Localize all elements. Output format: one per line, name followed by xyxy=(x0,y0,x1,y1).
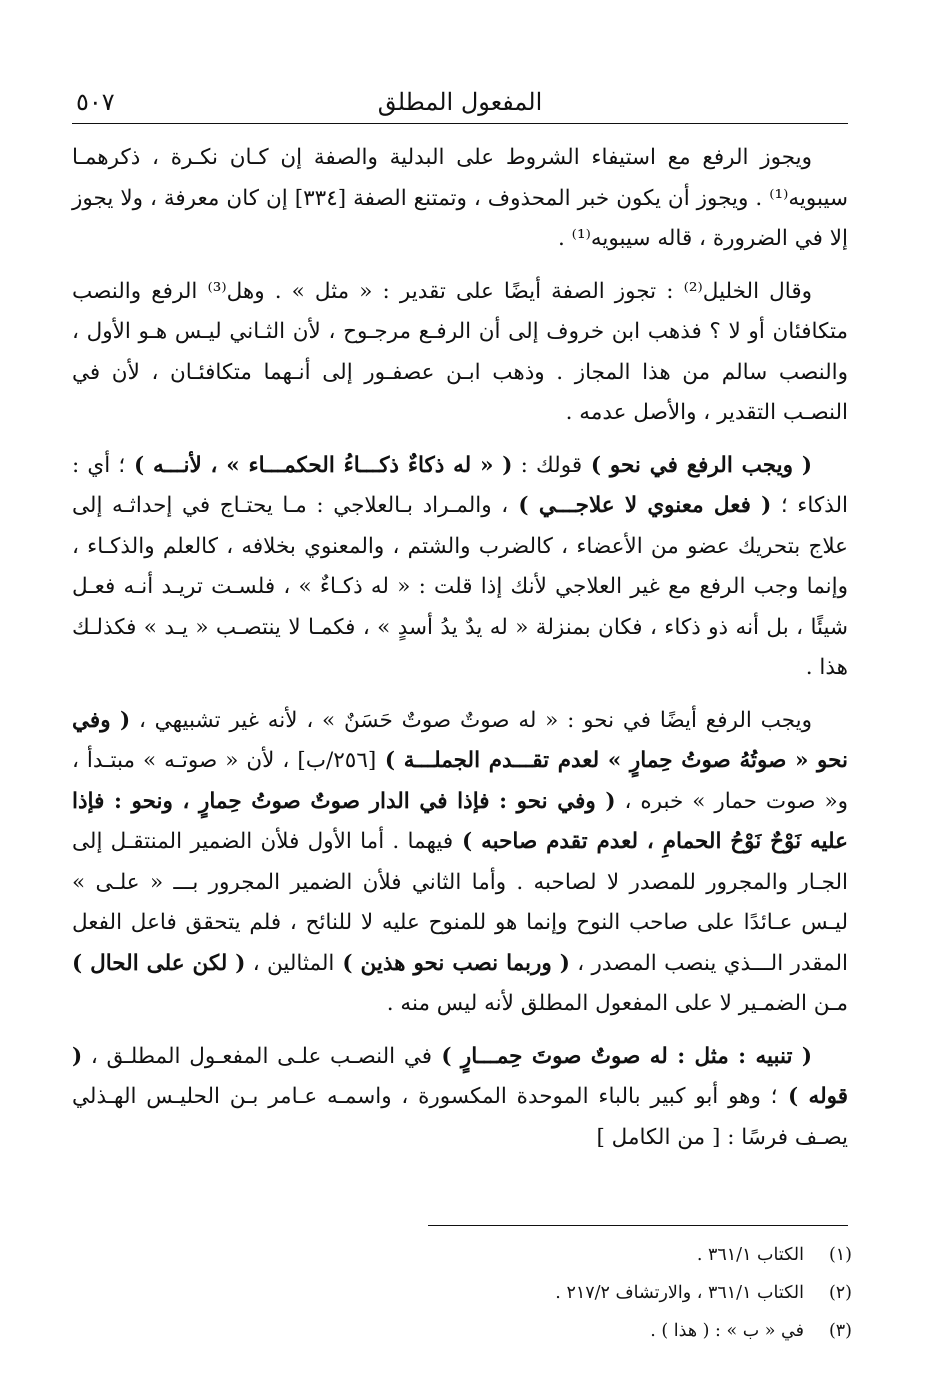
main-text xyxy=(72,138,848,1158)
commentary-text: قولك : xyxy=(512,452,583,478)
quoted-text: ( وفي نحو : فإذا في الدار صوتٌ صوتُ حِمارٍ ، ونحو : فإذا عليه نَوْحٌ نَوْحُ الحمامِ ، لعدم تقدم صاحبه ) xyxy=(72,788,848,854)
commentary-text: ؛ وهو أبو كبير بالباء الموحدة المكسورة ، واسمـه عـامر بـن الحليـس الهـذلي يصـف فرسًا : [ من الكامل ] xyxy=(72,1084,848,1150)
footnote-text: في « ب » : ( هذا ) . xyxy=(650,1321,804,1341)
quoted-text: ( قوله ) xyxy=(72,1043,849,1109)
commentary-text: ويجب الرفع أيضًا في نحو : « له صوتٌ صوتٌ حَسَنٌ » ، لأنه غير تشبيهي ، xyxy=(130,707,812,733)
quoted-text: ( لكن على الحال ) xyxy=(72,950,246,976)
quoted-text: ( ويجب الرفع في نحو ) xyxy=(582,452,812,478)
commentary-text: ؛ أي : الذكاء ؛ xyxy=(72,452,848,518)
footnote-item xyxy=(400,1236,852,1274)
footnotes xyxy=(400,1236,852,1350)
quoted-text: ( وربما نصب نحو هذين ) xyxy=(334,950,570,976)
footnote-item xyxy=(400,1274,852,1312)
paragraph-5 xyxy=(72,1037,848,1159)
footnote-number: (٢) xyxy=(828,1283,852,1303)
paragraph-1: ويجوز الرفع مع استيفاء الشروط على البدلية والصفة إن كـان نكـرة ، ذكرهمـا سيبويه⁽¹⁾ . ويجوز أن يكون خبر المحذوف ، وتمتنع الصفة [٣٣٤] إن كان معرفة ، ولا يجوز إلا في الضرورة ، قاله سيبويه⁽¹⁾ . xyxy=(72,145,848,251)
footnote-divider xyxy=(428,1225,848,1226)
paragraph-2: وقال الخليل⁽²⁾ : تجوز الصفة أيضًا على تقدير : « مثل » . وهل⁽³⁾ الرفع والنصب متكافئان أو لا ؟ فذهب ابن خروف إلى أن الرفـع مرجـوح ، لأن الثـاني ليـس هـو الأول ، والنصب سالم من هذا المجاز . وذهب ابـن عصفـور إلى أنـهما متكافئـان ، لأن في النصـب التقدير ، والأصل عدمه . xyxy=(72,278,848,425)
commentary-text: فيهما . أما الأول فلأن الضمير المنتقـل إلى الجـار والمجرور للمصدر لا لصاحبه . وأما الثاني فلأن الضمير المجرور بـــ « علـى » ليـس عـائدًا على صاحب النوح وإنما هو للمنوح عليه لا للنائح ، فلم يتحقق فاعل الفعل المقدر الـــذي ينصب المصدر ، xyxy=(72,829,848,976)
commentary-text: [٢٥٦/ب] ، لأن « صوتـه » مبتـدأ ، و« صوت حمار » خبره ، xyxy=(72,748,848,814)
footnote-text: الكتاب ٣٦١/١ ، والارتشاف ٢١٧/٢ . xyxy=(555,1283,804,1303)
paragraph-4 xyxy=(72,701,848,1025)
footnote-text: الكتاب ٣٦١/١ . xyxy=(696,1245,804,1265)
commentary-text: في النصـب علـى المفعـول المطلـق ، xyxy=(82,1043,433,1069)
running-title: المفعول المطلق xyxy=(377,88,543,116)
commentary-text: المثالين ، xyxy=(245,950,335,976)
quoted-text: ( وفي نحو « صوتُهُ صوتُ حِمارٍ » لعدم تقـــدم الجملـــة ) xyxy=(72,707,848,773)
quoted-text: ( تنبيه : مثل : له صوتٌ صوتَ حِمـــارٍ ) xyxy=(432,1043,812,1069)
paragraph-3 xyxy=(72,446,848,689)
header-divider xyxy=(72,123,848,124)
footnote-number: (١) xyxy=(828,1245,852,1265)
page-header xyxy=(72,84,848,124)
footnote-item xyxy=(400,1312,852,1350)
commentary-text: مـن الضمـير لا على المفعول المطلق لأنه ليس منه . xyxy=(386,991,848,1016)
quoted-text: ( « له ذكاءٌ ذكـــاءُ الحكمـــاء » ، لأنـــه ) xyxy=(125,452,513,478)
page-number: ٥٠٧ xyxy=(76,88,115,116)
footnote-number: (٣) xyxy=(828,1321,852,1341)
quoted-text: ( فعل معنوي لا علاجـــي ) xyxy=(508,493,772,518)
commentary-text: ، والمـراد بـالعلاجي : مـا يحتـاج في إحداثـه إلى علاج بتحريك عضو من الأعضاء ، كالضرب والشتم ، والمعنوي بخلافه ، كالعلم والذكـاء ، وإنما وجب الرفع مع غير العلاجي لأنك إذا قلت : « له ذكـاءٌ » ، فلسـت تريـد أنـه فعـل شيئًا ، بل أنه ذو ذكاء ، فكان بمنزلة « له يدٌ يدُ أسدٍ » ، فكمـا لا ينتصـب « يـد » فكذلـك هذا . xyxy=(72,493,848,680)
